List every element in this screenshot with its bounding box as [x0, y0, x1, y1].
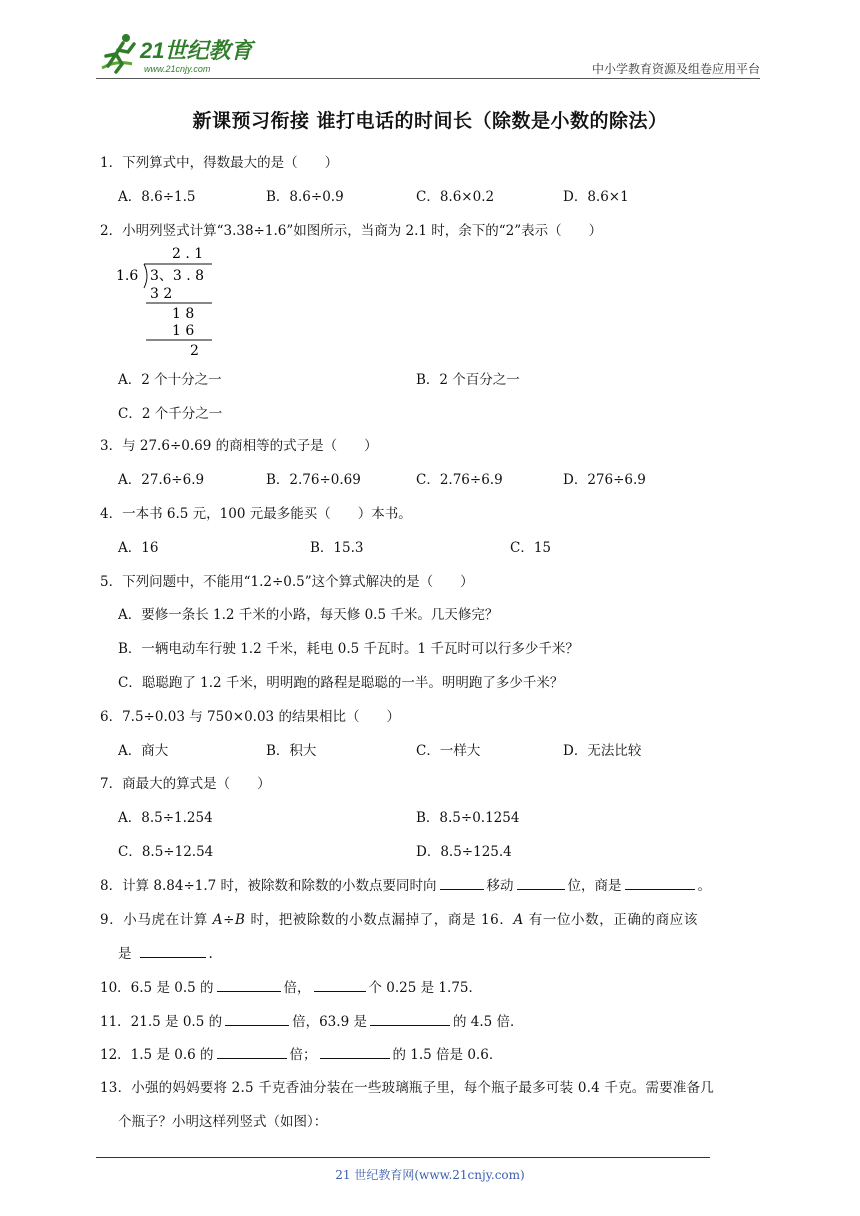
question-3: 3．与 27.6÷0.69 的商相等的式子是（ ）	[100, 438, 378, 454]
q6-option-d: D．无法比较	[563, 743, 642, 759]
q8-blank-quotient[interactable]	[625, 875, 695, 890]
q1-option-c: C．8.6×0.2	[416, 189, 495, 205]
q12-blank-1[interactable]	[217, 1044, 287, 1059]
question-2: 2．小明列竖式计算“3.38÷1.6”如图所示，当商为 2.1 时，余下的“2”表示（ ）	[100, 223, 603, 239]
platform-name: 中小学教育资源及组卷应用平台	[591, 62, 760, 76]
question-9: 9．小马虎在计算 A÷B 时，把被除数的小数点漏掉了，商是 16．A 有一位小数，正确的商应该	[100, 912, 698, 928]
question-1: 1．下列算式中，得数最大的是（ ）	[100, 155, 339, 171]
q3-option-d: D．276÷6.9	[563, 472, 646, 488]
q3-option-c: C．2.76÷6.9	[416, 472, 503, 488]
q9-blank-answer[interactable]	[140, 943, 206, 958]
q7-option-d: D．8.5÷125.4	[416, 844, 512, 860]
svg-text:2: 2	[190, 343, 199, 358]
q7-option-b: B．8.5÷0.1254	[416, 810, 520, 826]
question-11: 11．21.5 是 0.5 的 倍，63.9 是 的 4.5 倍．	[100, 1010, 524, 1030]
q5-option-c: C．聪聪跑了 1.2 千米，明明跑的路程是聪聪的一半。明明跑了多少千米？	[118, 675, 564, 691]
footer-divider	[96, 1157, 710, 1158]
q4-option-a: A．16	[118, 540, 159, 556]
question-13: 13．小强的妈妈要将 2.5 千克香油分装在一些玻璃瓶子里，每个瓶子最多可装 0.4 千克。需要准备几	[100, 1080, 714, 1096]
q10-blank-1[interactable]	[217, 977, 281, 992]
q5-option-b: B．一辆电动车行驶 1.2 千米，耗电 0.5 千瓦时。1 千瓦时可以行多少千米？	[118, 641, 579, 657]
q6-option-c: C．一样大	[416, 743, 481, 759]
runner-logo-icon	[96, 30, 266, 80]
q2-option-b: B．2 个百分之一	[416, 372, 520, 388]
q7-option-c: C．8.5÷12.54	[118, 844, 214, 860]
q5-option-a: A．要修一条长 1.2 千米的小路，每天修 0.5 千米。几天修完？	[118, 607, 499, 623]
q4-option-b: B．15.3	[310, 540, 364, 556]
q11-blank-1[interactable]	[225, 1011, 289, 1026]
header-divider	[96, 78, 760, 79]
q8-blank-places[interactable]	[517, 875, 565, 890]
question-12: 12．1.5 是 0.6 的 倍； 的 1.5 倍是 0.6．	[100, 1043, 502, 1063]
question-6: 6．7.5÷0.03 与 750×0.03 的结果相比（ ）	[100, 709, 400, 725]
q1-option-b: B．8.6÷0.9	[266, 189, 344, 205]
q6-option-a: A．商大	[118, 743, 169, 759]
question-4: 4．一本书 6.5 元，100 元最多能买（ ）本书。	[100, 506, 412, 522]
page-title: 新课预习衔接 谁打电话的时间长（除数是小数的除法）	[192, 110, 668, 132]
svg-text:3 2: 3 2	[150, 286, 173, 302]
q12-blank-2[interactable]	[320, 1044, 390, 1059]
question-8: 8．计算 8.84÷1.7 时，被除数和除数的小数点要同时向 移动 位，商是 。	[100, 874, 711, 894]
q3-option-b: B．2.76÷0.69	[266, 472, 361, 488]
q1-option-a: A．8.6÷1.5	[118, 189, 196, 205]
svg-text:3、3 . 8: 3、3 . 8	[150, 268, 205, 284]
question-7: 7．商最大的算式是（ ）	[100, 776, 271, 792]
q8-blank-direction[interactable]	[440, 875, 484, 890]
site-logo	[96, 30, 266, 80]
question-5: 5．下列问题中，不能用“1.2÷0.5”这个算式解决的是（ ）	[100, 574, 474, 590]
svg-text:2 . 1: 2 . 1	[172, 246, 204, 262]
q4-option-c: C．15	[510, 540, 552, 556]
q3-option-a: A．27.6÷6.9	[118, 472, 205, 488]
q7-option-a: A．8.5÷1.254	[118, 810, 213, 826]
svg-text:1 6: 1 6	[172, 323, 195, 339]
footer-link[interactable]: 21 世纪教育网(www.21cnjy.com)	[335, 1168, 525, 1182]
q2-option-a: A．2 个十分之一	[118, 372, 222, 388]
q6-option-b: B．积大	[266, 743, 317, 759]
long-division-figure	[110, 242, 220, 358]
q10-blank-2[interactable]	[314, 977, 366, 992]
question-9-cont: 是 .	[118, 942, 213, 962]
q1-option-d: D．8.6×1	[563, 189, 629, 205]
svg-text:21世纪教育: 21世纪教育	[140, 38, 253, 63]
q11-blank-2[interactable]	[370, 1011, 450, 1026]
question-13-cont: 个瓶子？小明这样列竖式（如图）：	[118, 1114, 328, 1130]
svg-text:1.6: 1.6	[116, 268, 139, 284]
q2-option-c: C．2 个千分之一	[118, 406, 223, 422]
question-10: 10．6.5 是 0.5 的 倍， 个 0.25 是 1.75．	[100, 976, 482, 996]
svg-text:1 8: 1 8	[172, 306, 195, 322]
svg-text:www.21cnjy.com: www.21cnjy.com	[144, 64, 211, 74]
